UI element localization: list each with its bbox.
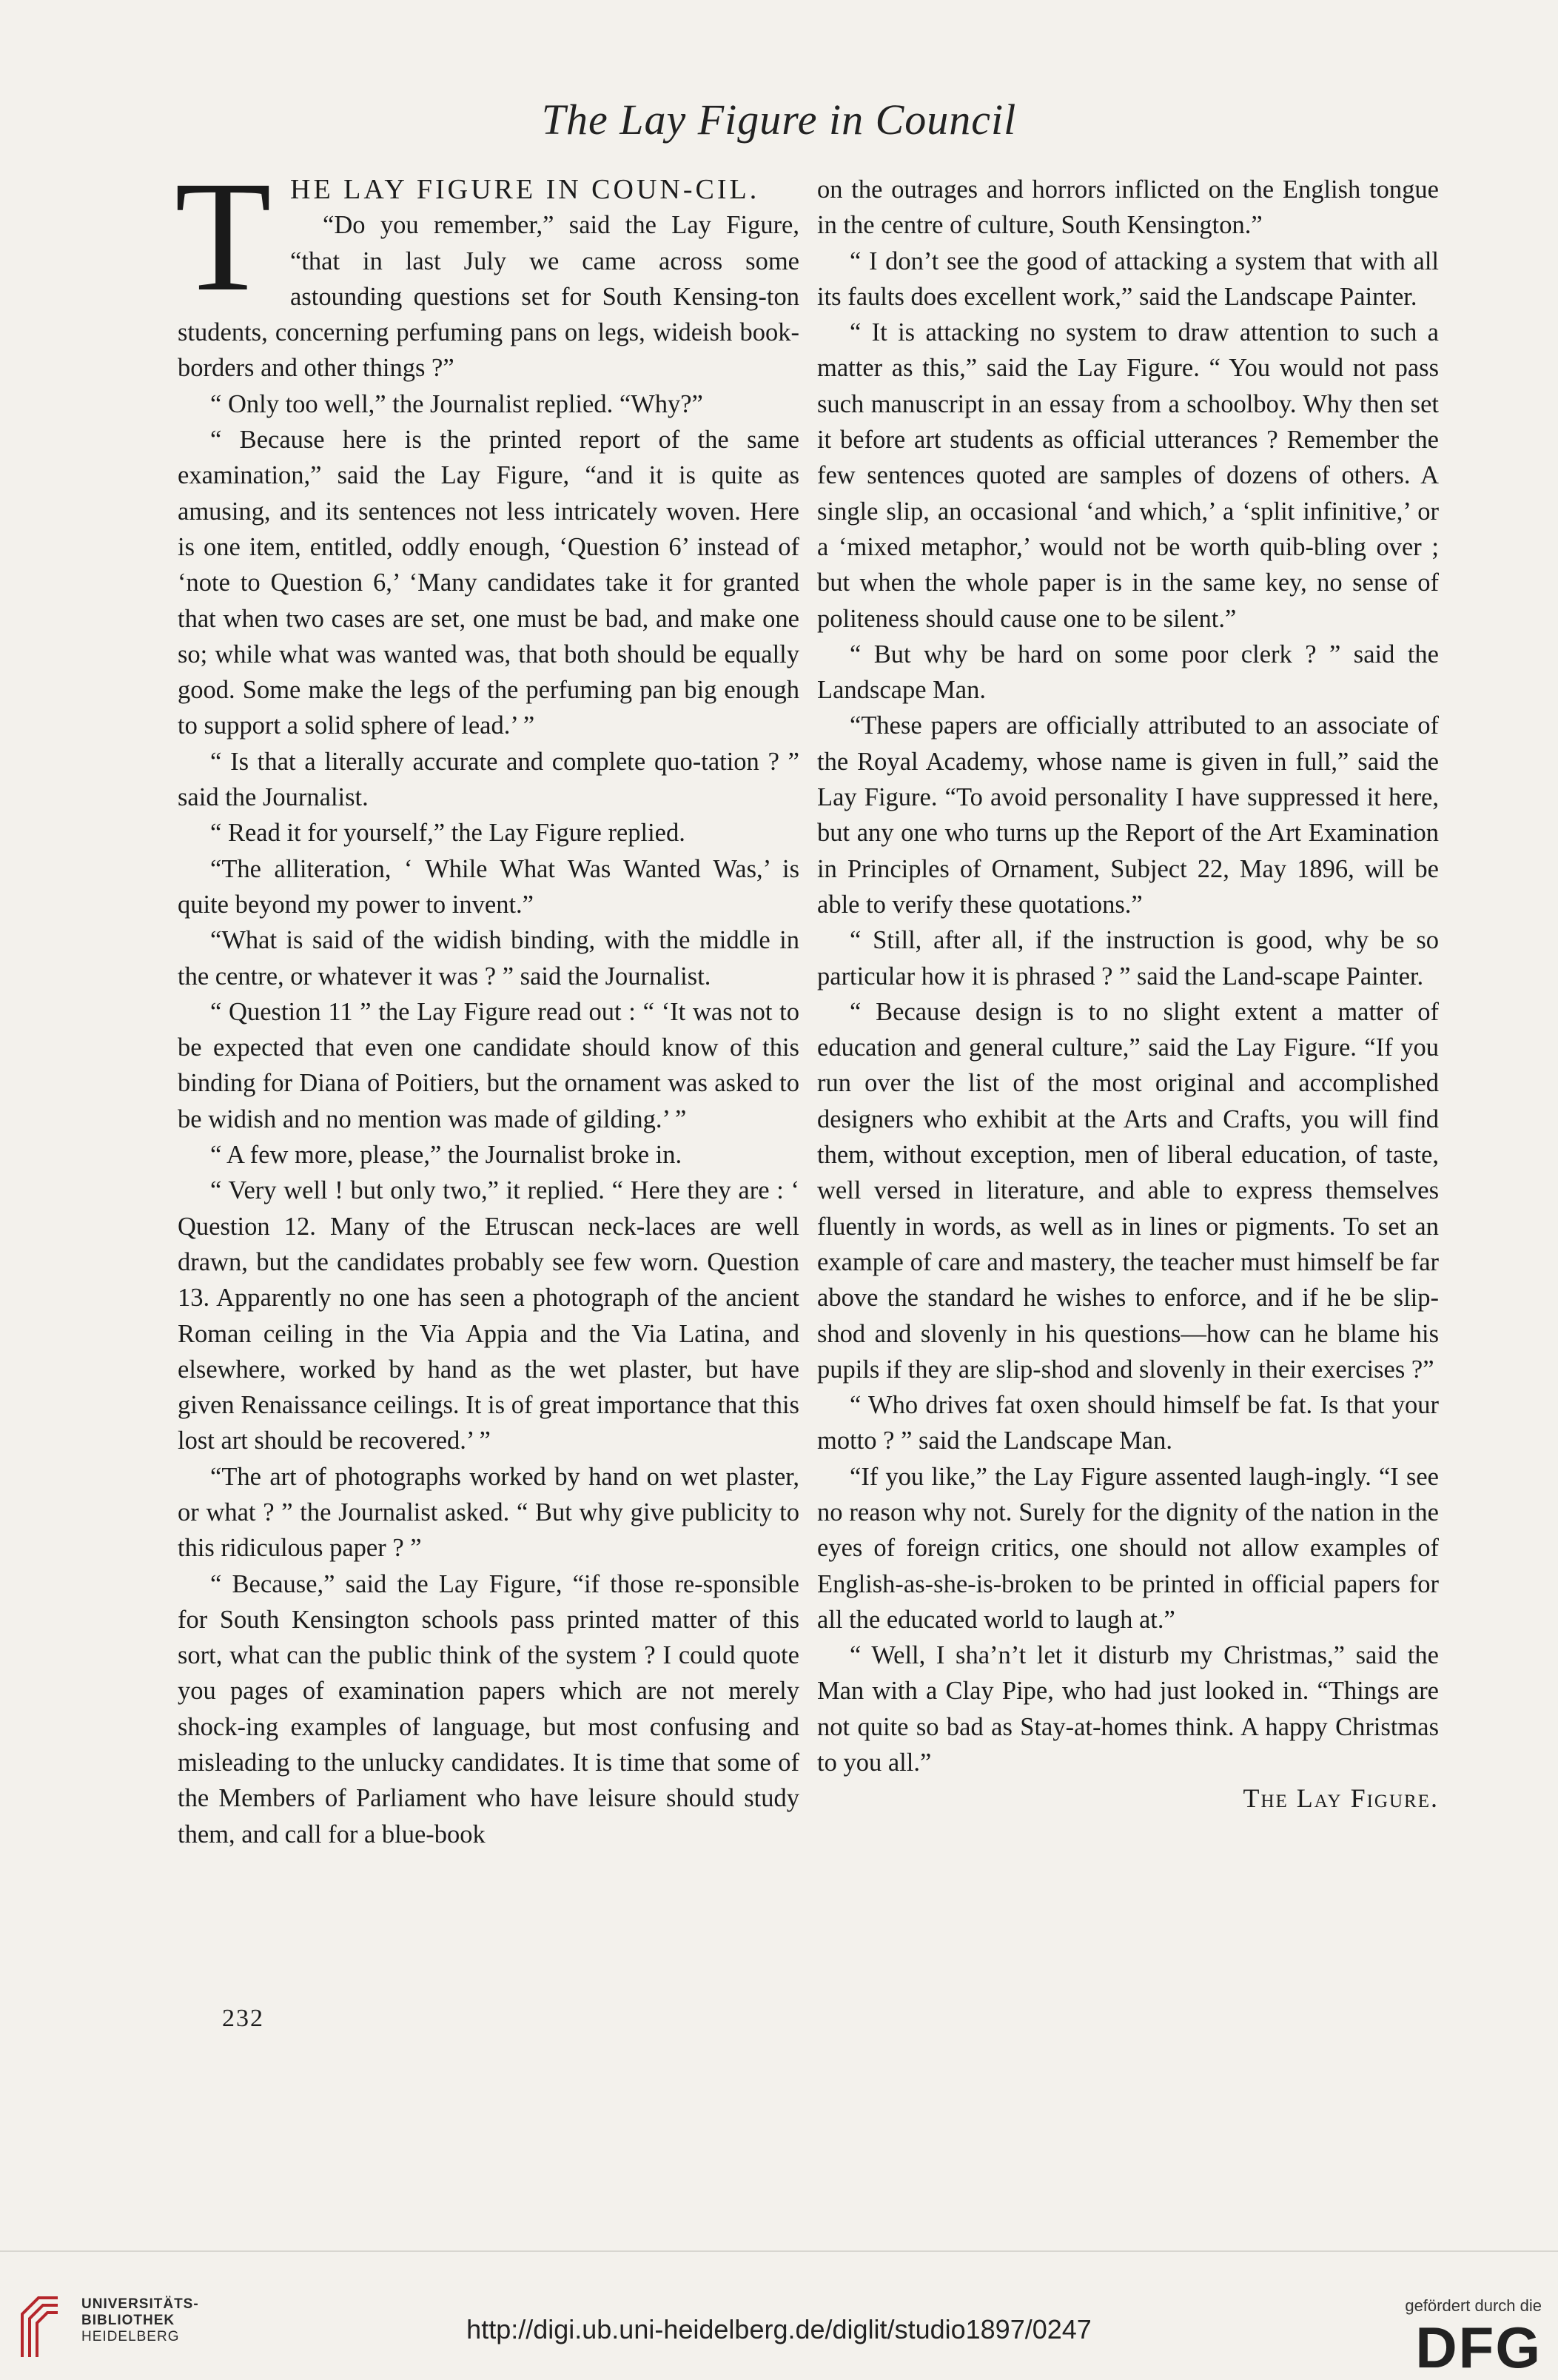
page-number: 232: [222, 2005, 264, 2032]
page-title: The Lay Figure in Council: [541, 95, 1017, 144]
paragraph: “If you like,” the Lay Figure assented laugh-ingly. “I see no reason why not. Surely for the dignity of the nation in the eyes of foreign critics, one should not allow examples of English-as-she-is-broken to be printed in official papers for all the educated world to laugh at.”: [817, 1462, 1439, 1634]
right-column: [817, 172, 1439, 1817]
paragraph: “The art of photographs worked by hand on wet plaster, or what ? ” the Journalist asked. “ But why give publicity to this ridiculous paper ? ”: [178, 1462, 799, 1563]
paragraph: “ Only too well,” the Journalist replied. “Why?”: [210, 389, 703, 418]
paragraph: “ A few more, please,” the Journalist broke in.: [210, 1141, 682, 1170]
paragraph: “ Who drives fat oxen should himself be fat. Is that your motto ? ” said the Landscape Man.: [817, 1391, 1439, 1455]
paragraph: “ Still, after all, if the instruction is good, why be so particular how it is phrased ? ” said the Land-scape Painter.: [817, 926, 1439, 990]
paragraph: “ Very well ! but only two,” it replied. “ Here they are : ‘ Question 12. Many of the Etruscan neck-laces are well drawn, but the candidates probably see few worn. Question 13. Apparently no one has seen a photograph of the ancient Roman ceiling in the Via Appia and the Via Latina, and elsewhere, worked by hand as the wet plaster, but have given Renaissance ceilings. It is of great importance that this lost art should be recovered.’ ”: [178, 1176, 799, 1455]
paragraph: “What is said of the widish binding, with the middle in the centre, or whatever it was ? ” said the Journalist.: [178, 926, 799, 990]
source-url-link[interactable]: http://digi.ub.uni-heidelberg.de/diglit/studio1897/0247: [466, 2314, 1092, 2344]
drop-cap: T: [175, 149, 272, 324]
library-name-line: BIBLIOTHEK: [81, 2313, 175, 2328]
paragraph: “ Because design is to no slight extent a matter of education and general culture,” said the Lay Figure. “If you run over the list of the most original and accomplished designers who exhibit at the Arts and Crafts, you will find them, without exception, men of liberal education, of taste, well versed in literature, and able to express themselves fluently in words, as well as in lines or pigments. To set an example of care and mastery, the teacher must himself be far above the standard he wishes to enforce, and if he be slip-shod and slovenly in his questions—how can he blame his pupils if they are slip-shod and slovenly in their exercises ?”: [817, 997, 1439, 1384]
paragraph: “ Because here is the printed report of the same examination,” said the Lay Figure, “and it is quite as amusing, and its sentences not less intricately woven. Here is one item, entitled, oddly enough, ‘Question 6’ instead of ‘note to Question 6,’ ‘Many candidates take it for granted that when two cases are set, one must be bad, and make one so; while what was wanted was, that both should be equally good. Some make the legs of the perfuming pan big enough to support a solid sphere of lead.’ ”: [178, 426, 799, 740]
article-title: HE LAY FIGURE IN COUN-CIL.: [290, 174, 760, 205]
paragraph: “The alliteration, ‘ While What Was Wanted Was,’ is quite beyond my power to invent.”: [178, 854, 799, 919]
paragraph: “ Is that a literally accurate and complete quo-tation ? ” said the Journalist.: [178, 747, 799, 812]
paragraph: “ It is attacking no system to draw attention to such a matter as this,” said the Lay Figure. “ You would not pass such manuscript in an essay from a schoolboy. Why then set it before art students as official utterances ? Remember the few sentences quoted are samples of dozens of others. A single slip, an occasional ‘and which,’ a ‘split infinitive,’ or a ‘mixed metaphor,’ would not be worth quib-bling over ; but when the whole paper is in the same key, no sense of politeness should cause one to be silent.”: [817, 318, 1439, 633]
paragraph: “ I don’t see the good of attacking a system that with all its faults does excellent work,” said the Landscape Painter.: [817, 247, 1439, 311]
paragraph: on the outrages and horrors inflicted on the English tongue in the centre of culture, South Kensington.”: [817, 175, 1439, 240]
signature: The Lay Figure.: [1243, 1783, 1439, 1814]
paragraph: “ Well, I sha’n’t let it disturb my Christmas,” said the Man with a Clay Pipe, who had just looked in. “Things are not quite so bad as Stay-at-homes think. A happy Christmas to you all.”: [817, 1641, 1439, 1777]
funder-caption: gefördert durch die: [1405, 2296, 1542, 2315]
paragraph: “ Question 11 ” the Lay Figure read out : “ ‘It was not to be expected that even one candidate should know of this binding for Diana of Poitiers, but the ornament was asked to be widish and no mention was made of gilding.’ ”: [178, 997, 799, 1133]
paragraph: “ Read it for yourself,” the Lay Figure replied.: [210, 819, 685, 848]
library-name-line: UNIVERSITÄTS-: [81, 2296, 199, 2312]
library-name-line: HEIDELBERG: [81, 2329, 180, 2344]
paragraph: “ But why be hard on some poor clerk ? ” said the Landscape Man.: [817, 640, 1439, 705]
paragraph: “ Because,” said the Lay Figure, “if those re-sponsible for South Kensington schools pass printed matter of this sort, what can the public think of the system ? I could quote you pages of examination papers which are not merely shock-ing examples of language, but most confusing and misleading to the unlucky candidates. It is time that some of the Members of Parliament who have leisure should study them, and call for a blue-book: [178, 1569, 799, 1848]
footer-divider: [0, 2250, 1558, 2252]
dfg-logo: DFG: [1415, 2315, 1542, 2380]
paragraph: “These papers are officially attributed to an associate of the Royal Academy, whose name is given in full,” said the Lay Figure. “To avoid personality I have suppressed it here, but any one who turns up the Report of the Art Examination in Principles of Ornament, Subject 22, May 1896, will be able to verify these quotations.”: [817, 711, 1439, 919]
left-column: [175, 149, 799, 1852]
paragraph: “Do you remember,” said the Lay Figure, “that in last July we came across some astounding questions set for South Kensing-ton students, concerning perfuming pans on legs, wideish book-borders and other things ?”: [178, 211, 799, 383]
digitization-footer: [0, 2250, 1558, 2380]
